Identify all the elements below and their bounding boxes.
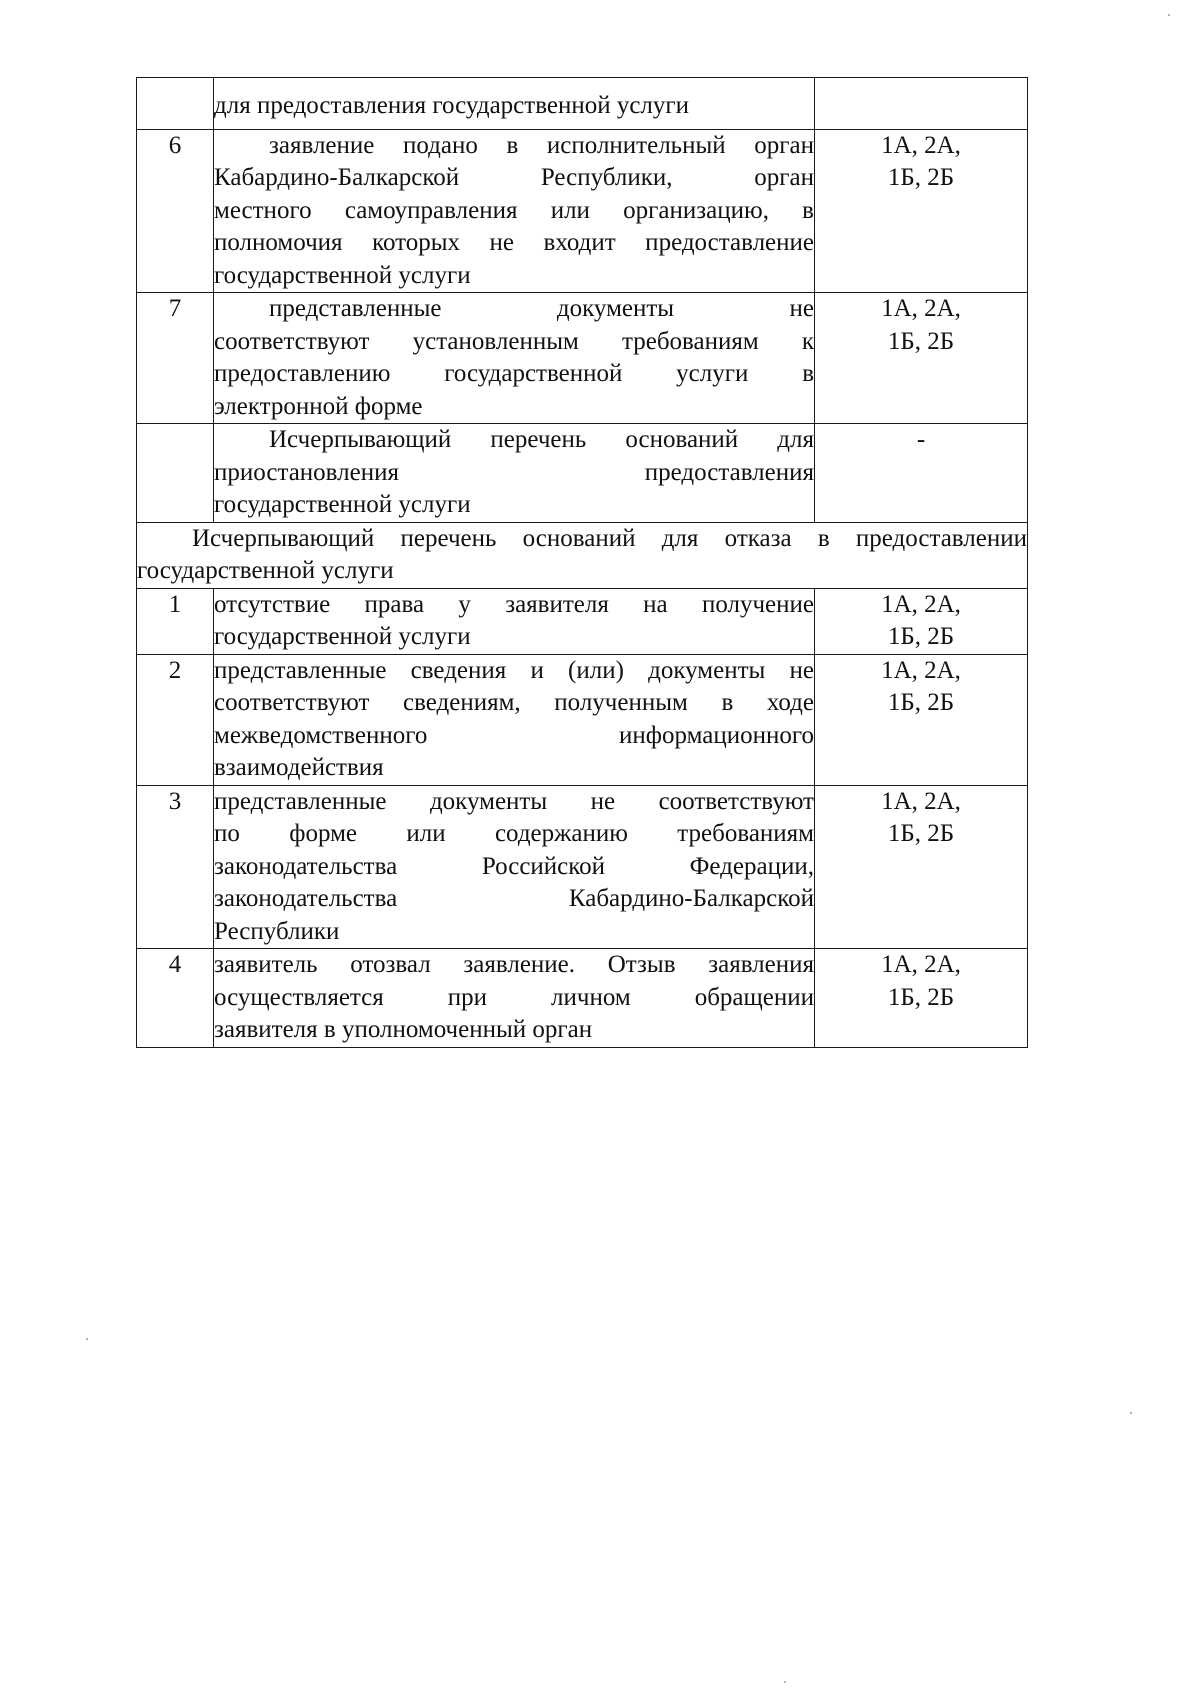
text-line: государственной услуги (214, 261, 471, 289)
text-line: электронной форме (214, 392, 423, 420)
table-row (137, 654, 1028, 785)
code-line: 1А, 2А, (881, 656, 961, 684)
table-row (137, 424, 1028, 523)
scan-speck (784, 1681, 786, 1683)
text-line: отсутствие права у заявителя на получение (214, 590, 814, 618)
row-code (815, 654, 1028, 785)
row-number: 3 (137, 785, 214, 949)
row-number (137, 424, 214, 523)
text-line: государственной услуги (214, 491, 471, 518)
scan-speck (86, 1338, 88, 1340)
table-row (137, 949, 1028, 1048)
text-line: государственной услуги (137, 557, 394, 584)
code-line: 1А, 2А, (881, 951, 961, 978)
section-heading (137, 522, 1028, 588)
row-code (815, 293, 1028, 424)
row-number (137, 78, 214, 130)
row-number: 4 (137, 949, 214, 1048)
code-line: 1Б, 2Б (887, 820, 955, 847)
text-line: законодательства Кабардино-Балкарской (214, 885, 814, 912)
text-line: Кабардино-Балкарской Республики, орган (214, 164, 814, 191)
grounds-table (136, 77, 1028, 1048)
table-row (137, 785, 1028, 949)
row-number: 6 (137, 129, 214, 293)
row-number: 1 (137, 588, 214, 654)
row-text (214, 785, 815, 949)
text-line: представленные документы не соответствуют (214, 787, 814, 815)
row-text (214, 293, 815, 424)
text-line: осуществляется при личном обращении (214, 983, 814, 1011)
text-line: представленные сведения и (или) документы не (214, 656, 814, 684)
text-line: заявление подано в исполнительный орган (269, 131, 814, 159)
row-code: - (815, 424, 1028, 523)
text-line: представленные документы не (269, 295, 814, 322)
code-line: 1А, 2А, (881, 590, 961, 618)
table-row (137, 293, 1028, 424)
text-line: Республики (214, 917, 340, 945)
text-line: заявителя в уполномоченный орган (214, 1016, 593, 1043)
text-line: заявитель отозвал заявление. Отзыв заявления (214, 951, 814, 978)
table-row (137, 588, 1028, 654)
text-line: предоставлению государственной услуги в (214, 360, 814, 387)
text-line: местного самоуправления или организацию, в (214, 196, 814, 224)
code-line: 1А, 2А, (881, 295, 961, 322)
text-line: полномочия которых не входит предоставление (214, 229, 814, 256)
text-line: государственной услуги (214, 623, 471, 650)
row-text (214, 78, 815, 130)
scan-speck (1168, 14, 1170, 16)
code-line: 1Б, 2Б (887, 623, 955, 650)
text-line: межведомственного информационного (214, 721, 814, 749)
text-line: для предоставления государственной услуги (214, 92, 690, 119)
row-code (815, 129, 1028, 293)
text-line: соответствуют установленным требованиям к (214, 327, 814, 355)
row-text (214, 424, 815, 523)
code-line: 1А, 2А, (881, 787, 961, 815)
row-code (815, 785, 1028, 949)
row-code (815, 588, 1028, 654)
text-line: Исчерпывающий перечень оснований для отказа в предоставлении (192, 524, 1027, 552)
code-line: 1Б, 2Б (887, 164, 955, 191)
row-text (214, 654, 815, 785)
row-code (815, 78, 1028, 130)
text-line: по форме или содержанию требованиям (214, 820, 814, 847)
row-text (214, 949, 815, 1048)
text-line: Исчерпывающий перечень оснований для (269, 426, 814, 453)
row-number: 2 (137, 654, 214, 785)
text-line: взаимодействия (214, 754, 384, 781)
row-code (815, 949, 1028, 1048)
row-text (214, 588, 815, 654)
row-number: 7 (137, 293, 214, 424)
text-line: законодательства Российской Федерации, (214, 852, 814, 880)
text-line: соответствуют сведениям, полученным в ходе (214, 689, 814, 716)
table-row (137, 129, 1028, 293)
code-line: 1А, 2А, (881, 131, 961, 159)
section-header-row (137, 522, 1028, 588)
code-line: 1Б, 2Б (887, 983, 955, 1011)
table-row (137, 78, 1028, 130)
code-line: 1Б, 2Б (887, 327, 955, 355)
scan-speck (1130, 1412, 1132, 1414)
row-text (214, 129, 815, 293)
code-line: 1Б, 2Б (887, 689, 955, 716)
text-line: приостановления предоставления (214, 458, 814, 486)
